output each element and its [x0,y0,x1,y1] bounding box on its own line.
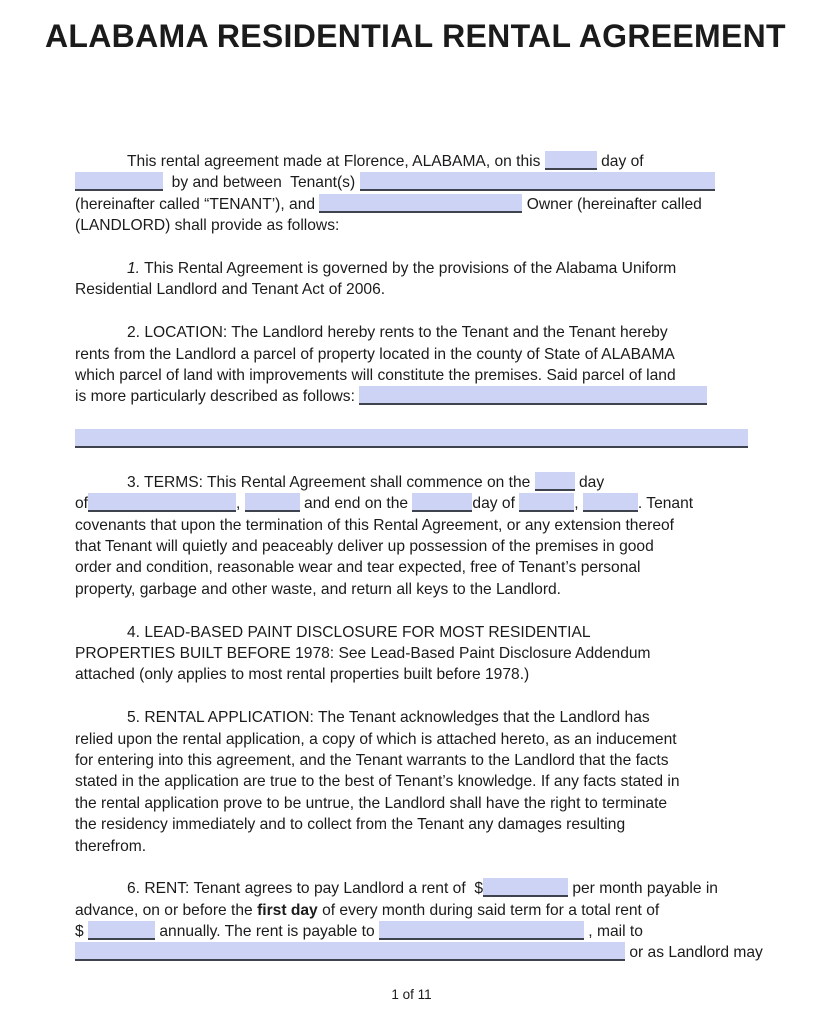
paragraph-section-1-governing-law [75,258,783,301]
text-run: This Rental Agreement is governed by the provisions of the Alabama Uniform [140,259,677,277]
paragraph-section-5-rental-application [75,707,783,857]
text-run: day of [472,495,520,513]
paragraph-section-6-rent [75,878,783,964]
form-blank-field[interactable] [245,493,300,512]
text-run: 5. RENTAL APPLICATION: The Tenant acknowledges that the Landlord has [127,709,650,727]
form-blank-field[interactable] [75,942,625,961]
text-run: PROPERTIES BUILT BEFORE 1978: See Lead-Based Paint Disclosure Addendum [75,644,651,662]
text-run: property, garbage and other waste, and return all keys to the Landlord. [75,580,562,598]
text-run: annually. The rent is payable to [155,923,379,941]
text-line [75,557,783,578]
form-blank-field[interactable] [88,493,236,512]
text-run: therefrom. [75,837,147,855]
text-run: 2. LOCATION: The Landlord hereby rents to the Tenant and the Tenant hereby [127,324,668,342]
text-line [75,729,783,750]
text-run: day of [596,153,644,170]
text-line [75,344,783,365]
text-line [75,664,783,685]
text-line [75,707,783,728]
form-blank-field[interactable] [75,429,748,448]
text-line [75,322,783,343]
form-blank-field[interactable] [483,878,568,897]
text-run: , [236,495,245,513]
text-line [75,878,783,899]
form-blank-field[interactable] [75,172,163,191]
text-run: . Tenant [637,495,694,513]
text-run: 4. LEAD-BASED PAINT DISCLOSURE FOR MOST RESIDENTIAL [127,623,591,641]
text-run: covenants that upon the termination of this Rental Agreement, or any extension thereof [75,516,674,534]
paragraph-section-2-location [75,322,783,408]
text-run: Residential Landlord and Tenant Act of 2006. [75,281,386,299]
text-run: attached (only applies to most rental properties built before 1978.) [75,666,530,684]
text-run: per month payable in [568,880,718,898]
text-run: 3. TERMS: This Rental Agreement shall commence on the [127,473,535,491]
text-line [75,472,783,493]
text-run: rents from the Landlord a parcel of property located in the county of State of ALABAMA [75,345,675,363]
form-blank-field[interactable] [359,386,707,405]
document-body [0,55,823,964]
text-line [75,151,783,172]
text-run: by and between Tenant(s) [163,174,360,192]
text-run: of every month during said term for a total rent of [317,901,660,919]
text-run: or as Landlord may [625,944,763,962]
text-line [75,921,783,942]
text-line [75,172,783,193]
text-run: first day [257,901,318,919]
text-line [75,215,783,236]
text-line [75,836,783,857]
text-run: 1. [127,259,141,277]
text-line [75,365,783,386]
text-run: of [75,495,89,513]
paragraph-property-description-blank [75,429,783,450]
text-run: the rental application prove to be untrue, the Landlord shall have the right to terminate [75,794,668,812]
text-run: advance, on or before the [75,901,258,919]
text-line [75,750,783,771]
form-blank-field[interactable] [360,172,715,191]
text-line [75,771,783,792]
page-number: 1 of 11 [391,987,432,1002]
text-line [75,536,783,557]
text-run: that Tenant will quietly and peaceably deliver up possession of the premises in good [75,538,654,556]
text-run: relied upon the rental application, a copy of which is attached hereto, as an inducement [75,730,677,748]
text-run: order and condition, reasonable wear and tear expected, free of Tenant’s personal [75,559,641,577]
text-run: is more particularly described as follows: [75,388,360,406]
text-run: (hereinafter called “TENANT’), and [75,195,320,213]
paragraph-section-3-terms [75,472,783,600]
paragraph-section-4-lead-paint [75,622,783,686]
text-line [75,279,783,300]
text-run: Owner (hereinafter called [522,195,702,213]
document-title: ALABAMA RESIDENTIAL RENTAL AGREEMENT [45,18,786,54]
text-line [75,258,783,279]
text-run: the residency immediately and to collect from the Tenant any damages resulting [75,816,626,834]
text-run: 6. RENT: Tenant agrees to pay Landlord a rent of $ [127,880,483,898]
text-line [75,493,783,514]
paragraph-intro [75,151,783,237]
text-line [75,429,783,450]
text-line [75,515,783,536]
form-blank-field[interactable] [519,493,574,512]
form-blank-field[interactable] [319,194,522,213]
text-line [75,386,783,407]
text-run: day [574,473,605,491]
form-blank-field[interactable] [545,151,597,170]
text-line [75,814,783,835]
text-line [75,194,783,215]
text-line [75,900,783,921]
text-run: and end on the [299,495,413,513]
text-run: which parcel of land with improvements will constitute the premises. Said parcel of land [75,366,676,384]
text-line [75,643,783,664]
text-run: for entering into this agreement, and the Tenant warrants to the Landlord that the facts [75,751,669,769]
text-run: (LANDLORD) shall provide as follows: [75,217,340,235]
text-run: , [574,495,583,513]
text-run: stated in the application are true to the best of Tenant’s knowledge. If any facts stated in [75,773,680,791]
text-run: $ [75,923,89,941]
text-line [75,793,783,814]
form-blank-field[interactable] [583,493,638,512]
text-line [75,622,783,643]
text-line [75,942,783,963]
form-blank-field[interactable] [379,921,584,940]
form-blank-field[interactable] [88,921,155,940]
form-blank-field[interactable] [535,472,575,491]
text-line [75,579,783,600]
form-blank-field[interactable] [412,493,472,512]
text-run: , mail to [583,923,643,941]
text-run: This rental agreement made at Florence, ALABAMA, on this [127,153,545,170]
